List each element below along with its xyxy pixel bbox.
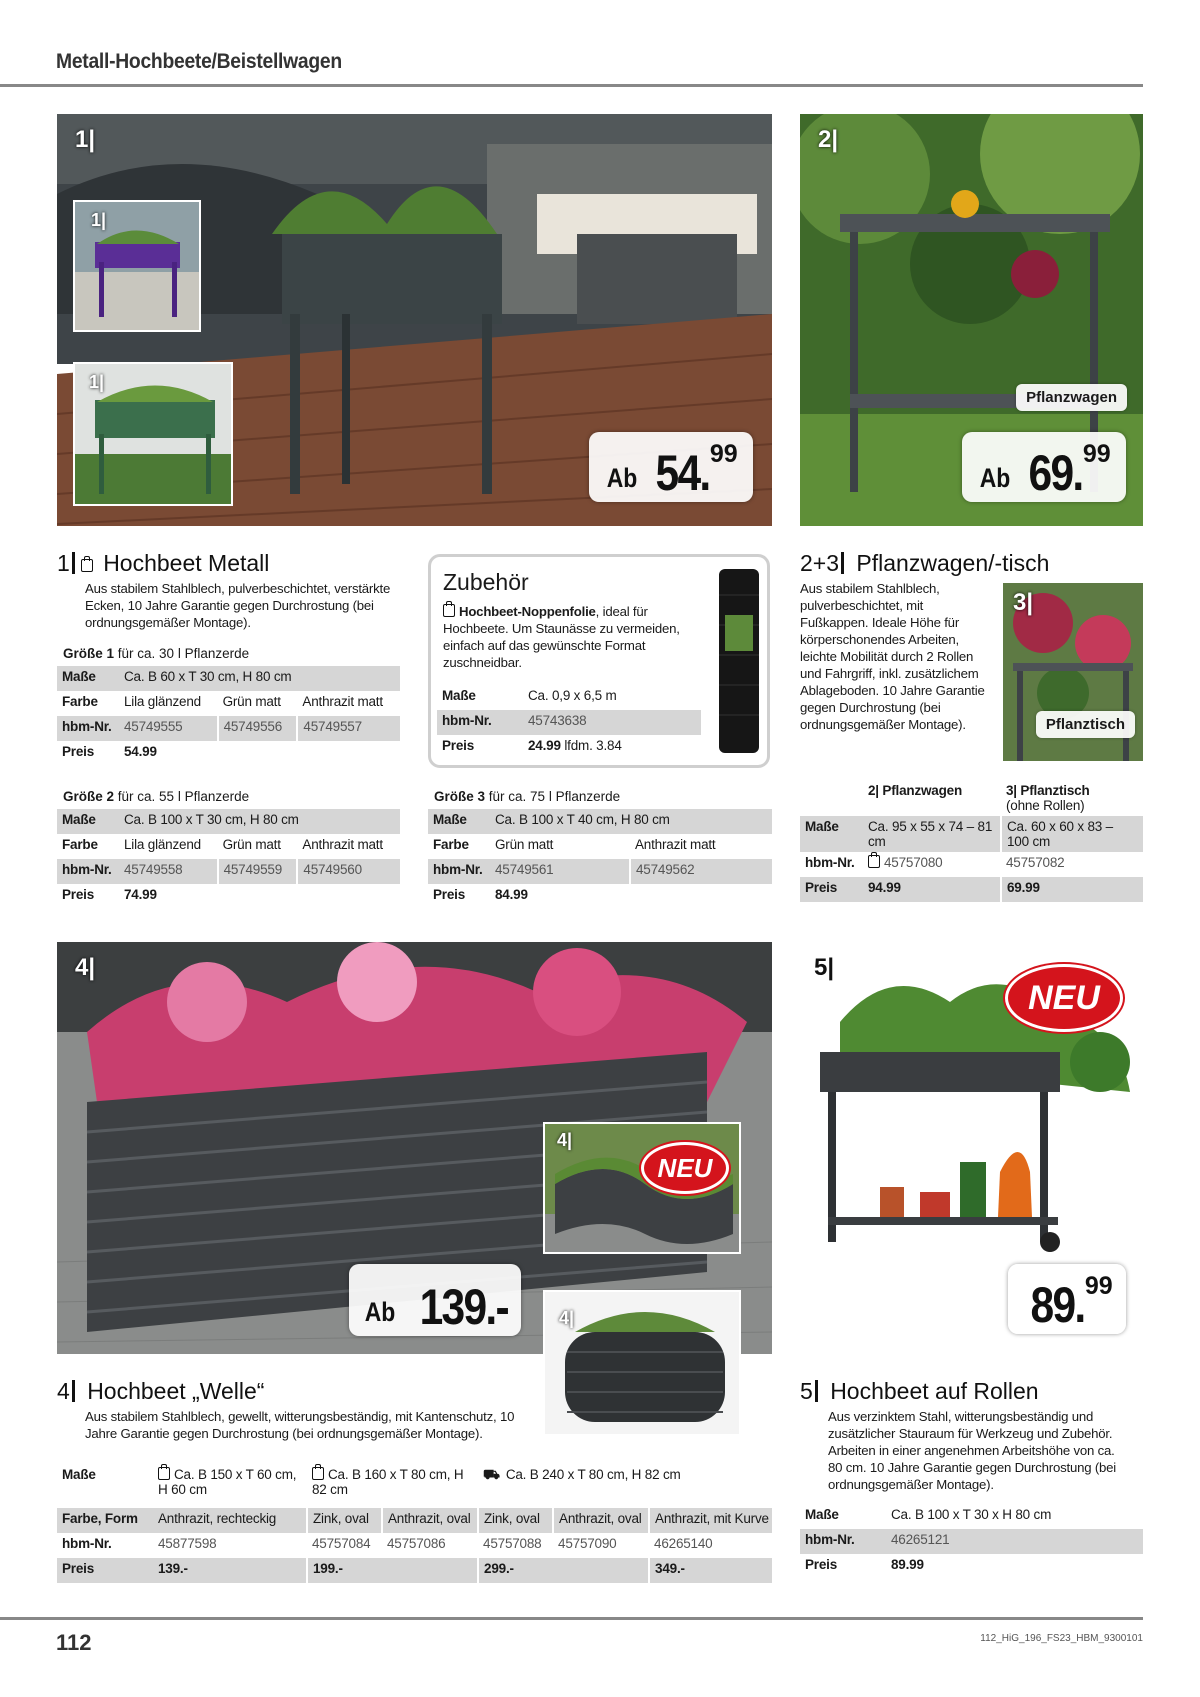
row-label: Maße <box>800 816 863 852</box>
farbe-value: Anthrazit matt <box>302 694 383 709</box>
assembly-box-icon <box>868 855 880 868</box>
price-value: 299.- <box>478 1558 649 1583</box>
photo-hochbeet-auf-rollen <box>800 942 1143 1354</box>
photo-pflanzwagen <box>800 114 1143 526</box>
spec-table-groesse-1 <box>57 666 400 766</box>
accessory-description <box>443 603 698 671</box>
farbe-value: Anthrazit, rechteckig <box>153 1508 307 1533</box>
product-description: Aus stabilem Stahlblech, pulverbeschichtet, verstärkte Ecken, 10 Jahre Garantie gegen Durchrostung (bei ordnungsgemäßer Montage). <box>85 581 391 630</box>
article-number: 45757084 <box>312 1536 371 1551</box>
price-value: 69.99 <box>1001 877 1143 902</box>
inset-photo-lila <box>73 200 201 332</box>
row-label: Farbe <box>62 837 98 852</box>
farbe-value: Zink, oval <box>478 1508 553 1533</box>
section-title: Hochbeet Metall <box>103 550 270 576</box>
section-number: 4 <box>57 1378 70 1404</box>
row-label: Preis <box>442 738 475 753</box>
section-number: 1 <box>57 550 70 576</box>
accessory-product-name: Hochbeet-Noppenfolie <box>459 604 596 619</box>
article-number: 45749555 <box>119 716 218 741</box>
product-description: Aus stabilem Stahlblech, gewellt, witterungsbeständig, mit Kantenschutz, 10 Jahre Garantie gegen Durchrostung (bei ordnungsgemäßer Montage). <box>85 1409 515 1441</box>
price-main: 89. <box>1030 1277 1085 1333</box>
price-prefix: Ab <box>607 463 638 493</box>
price-per-meter: lfdm. 3.84 <box>564 738 622 753</box>
masse-value: Ca. B 100 x T 40 cm, H 80 cm <box>490 809 772 834</box>
article-number: 45749562 <box>630 859 772 884</box>
masse-value: Ca. B 240 x T 80 cm, H 82 cm <box>505 1467 681 1482</box>
accessory-desc-text: , ideal für Hochbeete. Um Staunässe zu vermeiden, einfach auf das gewünschte Format zuschneidbar. <box>443 604 680 670</box>
price-prefix: Ab <box>980 463 1011 493</box>
row-label: Farbe <box>62 694 98 709</box>
farbe-value: Grün matt <box>222 837 281 852</box>
divider-bar <box>841 552 844 574</box>
accessory-title: Zubehör <box>443 569 529 595</box>
neu-badge: NEU <box>641 1142 729 1194</box>
row-label: Preis <box>433 887 466 902</box>
size-text: für ca. 55 l Pflanzerde <box>117 789 250 804</box>
divider-bar <box>815 1380 818 1402</box>
row-label: Preis <box>800 877 863 902</box>
noppenfolie-roll-image <box>715 565 763 757</box>
article-number: 46265140 <box>654 1536 713 1551</box>
farbe-value: Anthrazit matt <box>302 837 383 852</box>
row-label: hbm-Nr. <box>57 716 119 741</box>
inset-number: 1| <box>91 210 107 230</box>
photo-hochbeet-metall <box>57 114 772 526</box>
price-badge-hochbeet-auf-rollen <box>1008 1264 1126 1334</box>
divider-bar <box>72 552 75 574</box>
article-number: 45743638 <box>523 710 701 735</box>
size-label-1 <box>63 646 249 661</box>
row-label: Preis <box>57 1558 153 1583</box>
inset-photo-welle-oval <box>543 1122 741 1254</box>
article-number: 45749559 <box>218 859 298 884</box>
accessory-box <box>428 554 770 768</box>
row-label: Maße <box>442 688 476 703</box>
farbe-value: Anthrazit, mit Kurve <box>649 1508 772 1533</box>
row-label: Farbe <box>433 837 469 852</box>
row-label: Maße <box>62 1467 96 1482</box>
farbe-value: Grün matt <box>495 837 554 852</box>
column-header-subtext: (ohne Rollen) <box>1006 798 1085 813</box>
price-value: 139.- <box>153 1558 307 1583</box>
masse-value: Ca. B 160 x T 80 cm, H 82 cm <box>312 1467 464 1497</box>
price-badge-hochbeet-metall <box>589 432 753 502</box>
delivery-truck-icon: ⛟ <box>483 1467 500 1482</box>
size-name: Größe 1 <box>63 646 115 661</box>
article-number: 45749558 <box>119 859 218 884</box>
photo-number: 1| <box>75 126 96 153</box>
article-number: 45877598 <box>158 1536 217 1551</box>
article-number: 45757080 <box>884 855 943 870</box>
masse-value: Ca. B 100 x T 30 cm, H 80 cm <box>119 809 400 834</box>
price-badge-hochbeet-welle <box>349 1264 521 1336</box>
price-main: 139.- <box>419 1279 508 1335</box>
inset-number: 1| <box>89 372 105 392</box>
photo-number: 5| <box>814 954 835 981</box>
size-label-2 <box>63 789 249 804</box>
footer-code: 112_HiG_196_FS23_HBM_9300101 <box>980 1633 1143 1644</box>
masse-value: Ca. B 100 x T 30 x H 80 cm <box>891 1507 1052 1522</box>
photo-number: 3| <box>1013 589 1034 616</box>
masse-value: Ca. B 150 x T 60 cm, H 60 cm <box>158 1467 297 1497</box>
photo-number: 4| <box>75 954 96 981</box>
row-label: Preis <box>62 887 95 902</box>
spec-table-groesse-2 <box>57 809 400 909</box>
row-label: Maße <box>805 1507 839 1522</box>
masse-value: Ca. B 60 x T 30 cm, H 80 cm <box>119 666 400 691</box>
inset-number: 4| <box>557 1130 573 1150</box>
product-description: Aus stabilem Stahlblech, pulverbeschichtet, mit Fußkappen. Ideale Höhe für körperschonendes Arbeiten, leichte Mobilität durch 2 Rollen und Fahrgriff, inkl. zusätzlichem Ablageboden. 10 Jahre Garantie gegen Durchrostung (bei ordnungsgemäßer Montage). <box>800 581 985 732</box>
price-value: 199.- <box>307 1558 478 1583</box>
assembly-box-icon <box>312 1467 324 1480</box>
price-cents: 99 <box>1082 440 1111 468</box>
size-text: für ca. 75 l Pflanzerde <box>488 789 621 804</box>
page-number: 112 <box>56 1630 92 1655</box>
price-number: 24.99 <box>528 738 561 753</box>
section-title-hochbeet-welle <box>57 1378 264 1405</box>
price-main: 54. <box>655 445 710 501</box>
header-divider <box>0 84 1143 87</box>
inset-number: 4| <box>559 1308 575 1328</box>
price-badge-pflanzwagen <box>962 432 1126 502</box>
assembly-box-icon <box>443 604 455 617</box>
divider-bar <box>72 1380 75 1402</box>
row-label: hbm-Nr. <box>437 710 523 735</box>
row-label: hbm-Nr. <box>62 1536 112 1551</box>
photo-number: 2| <box>818 126 839 153</box>
product-label-pflanzwagen: Pflanzwagen <box>1016 384 1127 411</box>
article-number: 45749557 <box>297 716 400 741</box>
size-name: Größe 3 <box>434 789 486 804</box>
farbe-value: Zink, oval <box>307 1508 382 1533</box>
column-header-text: 3| Pflanztisch <box>1006 783 1090 798</box>
price-prefix: Ab <box>364 1297 396 1327</box>
photo-pflanztisch <box>1003 583 1143 761</box>
row-label: hbm-Nr. <box>57 859 119 884</box>
row-label: hbm-Nr. <box>800 1529 886 1554</box>
column-header-pflanztisch <box>1001 780 1143 816</box>
section-title: Pflanzwagen/-tisch <box>856 550 1050 576</box>
product-description: Aus verzinktem Stahl, witterungsbeständig und zusätzlicher Stauraum für Werkzeug und Zubehör. Arbeiten in einer angenehmen Arbeitshöhe von ca. 80 cm. 10 Jahre Garantie gegen Durchrostung (bei ordnungsgemäßer Montage). <box>828 1409 1117 1492</box>
size-name: Größe 2 <box>63 789 115 804</box>
article-number: 46265121 <box>886 1529 1143 1554</box>
inset-photo-gruen <box>73 362 233 506</box>
row-label: Farbe, Form <box>57 1508 153 1533</box>
spec-table-pflanzwagen <box>800 780 1143 902</box>
farbe-value: Anthrazit matt <box>635 837 716 852</box>
article-number: 45757088 <box>483 1536 542 1551</box>
section-title: Hochbeet „Welle“ <box>87 1378 265 1404</box>
price-value <box>523 735 701 760</box>
size-text: für ca. 30 l Pflanzerde <box>117 646 250 661</box>
row-label: Maße <box>428 809 490 834</box>
price-value: 349.- <box>649 1558 772 1583</box>
section-number: 5 <box>800 1378 813 1404</box>
price-value: 84.99 <box>495 887 528 902</box>
spec-table-hochbeet-welle <box>57 1464 772 1583</box>
article-number: 45749560 <box>297 859 400 884</box>
row-label: Maße <box>57 666 119 691</box>
section-title: Hochbeet auf Rollen <box>830 1378 1039 1404</box>
masse-value: Ca. 0,9 x 6,5 m <box>528 688 617 703</box>
article-number: 45757086 <box>387 1536 446 1551</box>
section-title-pflanzwagen <box>800 550 1049 577</box>
row-label: Preis <box>805 1557 838 1572</box>
size-label-3 <box>434 789 620 804</box>
article-number: 45749556 <box>218 716 298 741</box>
spec-table-hochbeet-auf-rollen <box>800 1504 1143 1579</box>
price-value: 74.99 <box>124 887 157 902</box>
farbe-value: Lila glänzend <box>124 694 201 709</box>
section-number: 2+3 <box>800 550 840 576</box>
assembly-box-icon <box>81 559 93 572</box>
farbe-value: Anthrazit, oval <box>382 1508 478 1533</box>
page-title: Metall-Hochbeete/Beistellwagen <box>56 50 342 73</box>
price-main: 69. <box>1028 445 1083 501</box>
price-value: 94.99 <box>863 877 1001 902</box>
price-cents: 99 <box>1084 1272 1113 1300</box>
row-label: hbm-Nr. <box>805 855 855 870</box>
article-number: 45749561 <box>490 859 630 884</box>
masse-value: Ca. 95 x 55 x 74 – 81 cm <box>863 816 1001 852</box>
article-number: 45757082 <box>1006 855 1065 870</box>
product-label-pflanztisch: Pflanztisch <box>1036 711 1135 738</box>
farbe-value: Grün matt <box>222 694 281 709</box>
price-value: 54.99 <box>124 744 157 759</box>
column-header-pflanzwagen: 2| Pflanzwagen <box>868 783 963 798</box>
spec-table-groesse-3 <box>428 809 772 909</box>
masse-value: Ca. 60 x 60 x 83 – 100 cm <box>1001 816 1143 852</box>
article-number: 45757090 <box>558 1536 617 1551</box>
section-title-hochbeet-metall <box>57 550 269 577</box>
inset-photo-welle-kurve <box>543 1290 741 1436</box>
row-label: Preis <box>62 744 95 759</box>
footer-divider <box>0 1617 1143 1620</box>
section-title-hochbeet-auf-rollen <box>800 1378 1039 1405</box>
price-cents: 99 <box>709 440 738 468</box>
assembly-box-icon <box>158 1467 170 1480</box>
row-label: Maße <box>57 809 119 834</box>
spec-table-zubehoer <box>437 685 701 760</box>
price-value: 89.99 <box>891 1557 924 1572</box>
row-label: hbm-Nr. <box>428 859 490 884</box>
farbe-value: Anthrazit, oval <box>553 1508 649 1533</box>
neu-badge: NEU <box>1005 964 1123 1032</box>
farbe-value: Lila glänzend <box>124 837 201 852</box>
